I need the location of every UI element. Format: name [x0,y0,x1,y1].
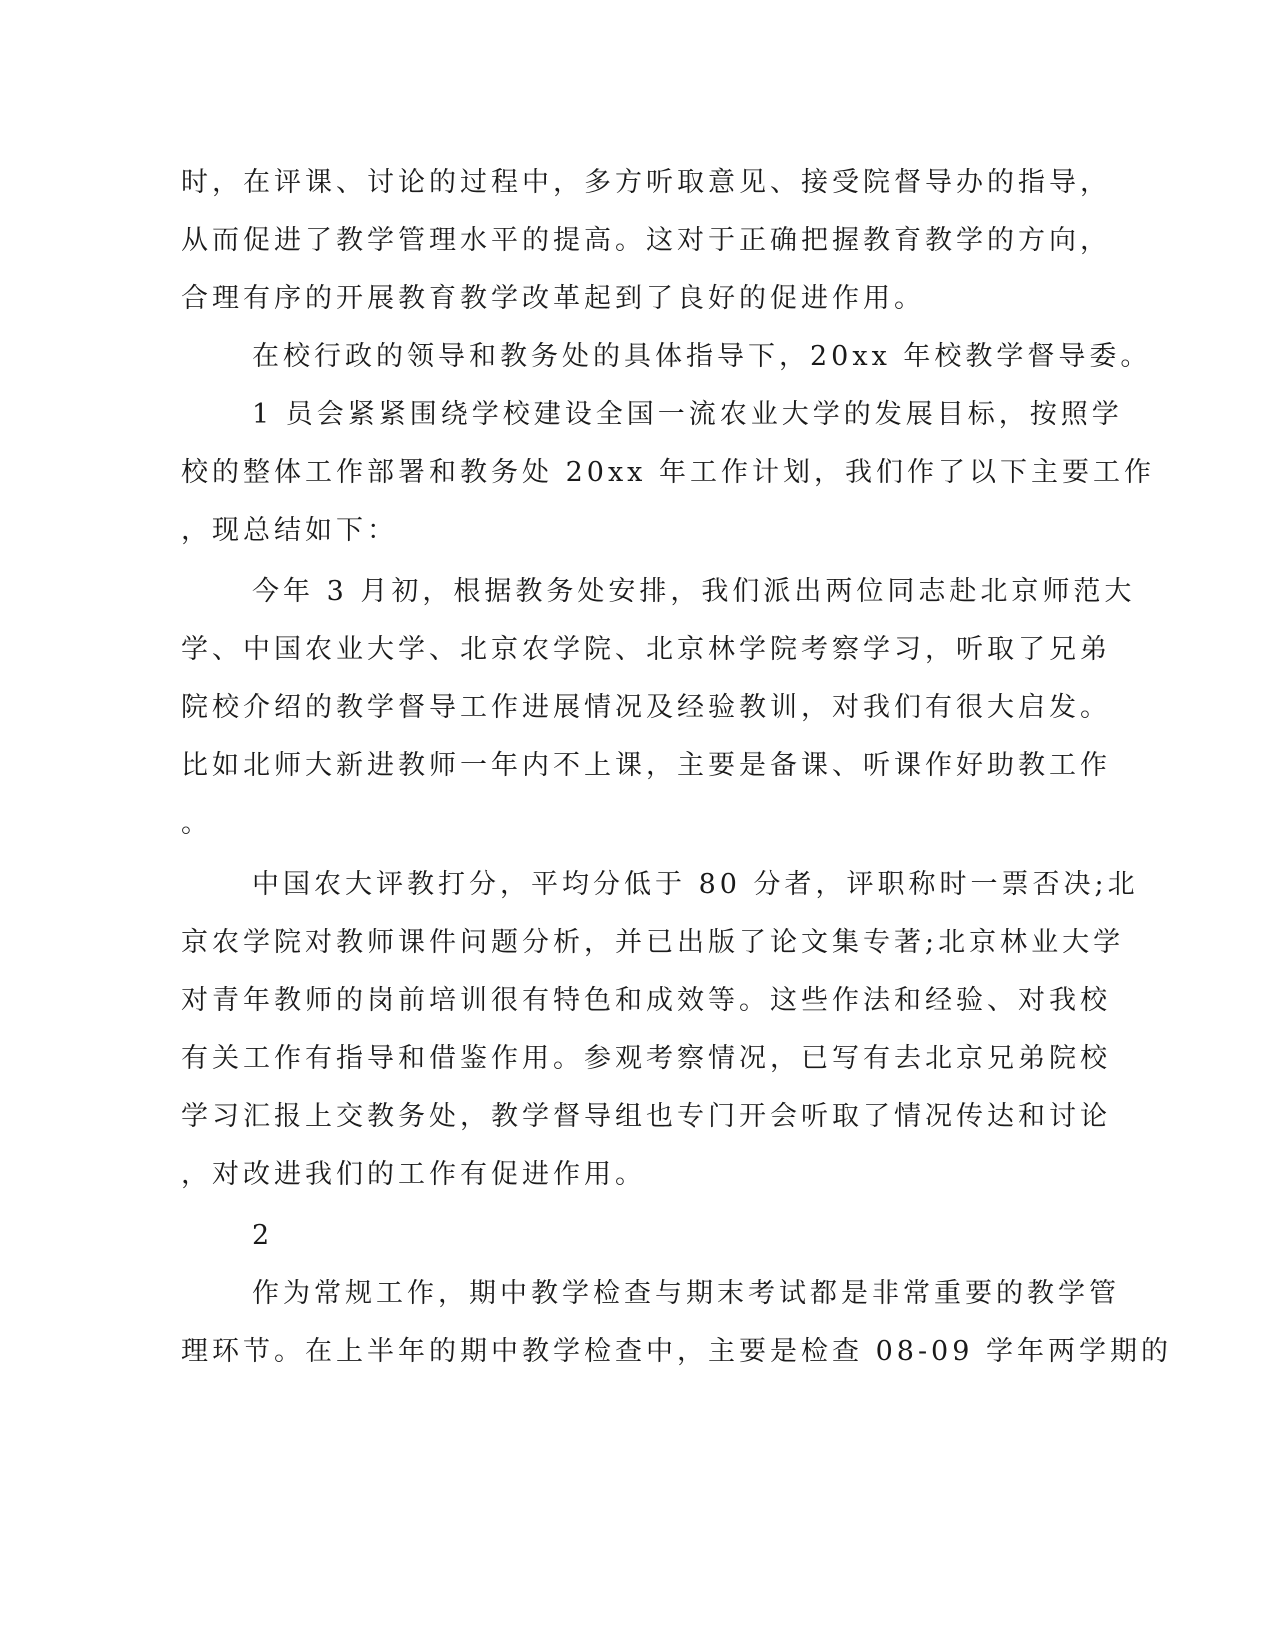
paragraph-start: 中国农大评教打分，平均分低于 80 分者，评职称时一票否决;北 [252,869,1139,900]
text-line: 院校介绍的教学督导工作进展情况及经验教训，对我们有很大启发。 [181,692,1111,723]
text-line: 学习汇报上交教务处，教学督导组也专门开会听取了情况传达和讨论 [181,1101,1111,1132]
paragraph-start: 作为常规工作，期中教学检查与期末考试都是非常重要的教学管 [252,1278,1120,1309]
section-number: 2 [252,1220,274,1251]
text-line: 合理有序的开展教育教学改革起到了良好的促进作用。 [181,283,925,314]
text-line: 时，在评课、讨论的过程中，多方听取意见、接受院督导办的指导， [181,167,1111,198]
text-line: 比如北师大新进教师一年内不上课，主要是备课、听课作好助教工作 [181,750,1111,781]
text-line: ，对改进我们的工作有促进作用。 [181,1159,646,1190]
paragraph-start: 今年 3 月初，根据教务处安排，我们派出两位同志赴北京师范大 [252,576,1136,607]
text-line: 校的整体工作部署和教务处 20xx 年工作计划，我们作了以下主要工作 [181,457,1155,488]
text-line: ，现总结如下： [181,515,398,546]
text-line: 对青年教师的岗前培训很有特色和成效等。这些作法和经验、对我校 [181,985,1111,1016]
text-line: 京农学院对教师课件问题分析，并已出版了论文集专著;北京林业大学 [181,927,1125,958]
paragraph-start: 1 员会紧紧围绕学校建设全国一流农业大学的发展目标，按照学 [252,399,1123,430]
paragraph-start: 在校行政的领导和教务处的具体指导下，20xx 年校教学督导委。 [252,341,1152,372]
text-line: 从而促进了教学管理水平的提高。这对于正确把握教育教学的方向， [181,225,1111,256]
text-line: 。 [181,808,212,839]
text-line: 学、中国农业大学、北京农学院、北京林学院考察学习，听取了兄弟 [181,634,1111,665]
text-line: 理环节。在上半年的期中教学检查中，主要是检查 08-09 学年两学期的 [181,1336,1172,1367]
text-line: 有关工作有指导和借鉴作用。参观考察情况，已写有去北京兄弟院校 [181,1043,1111,1074]
